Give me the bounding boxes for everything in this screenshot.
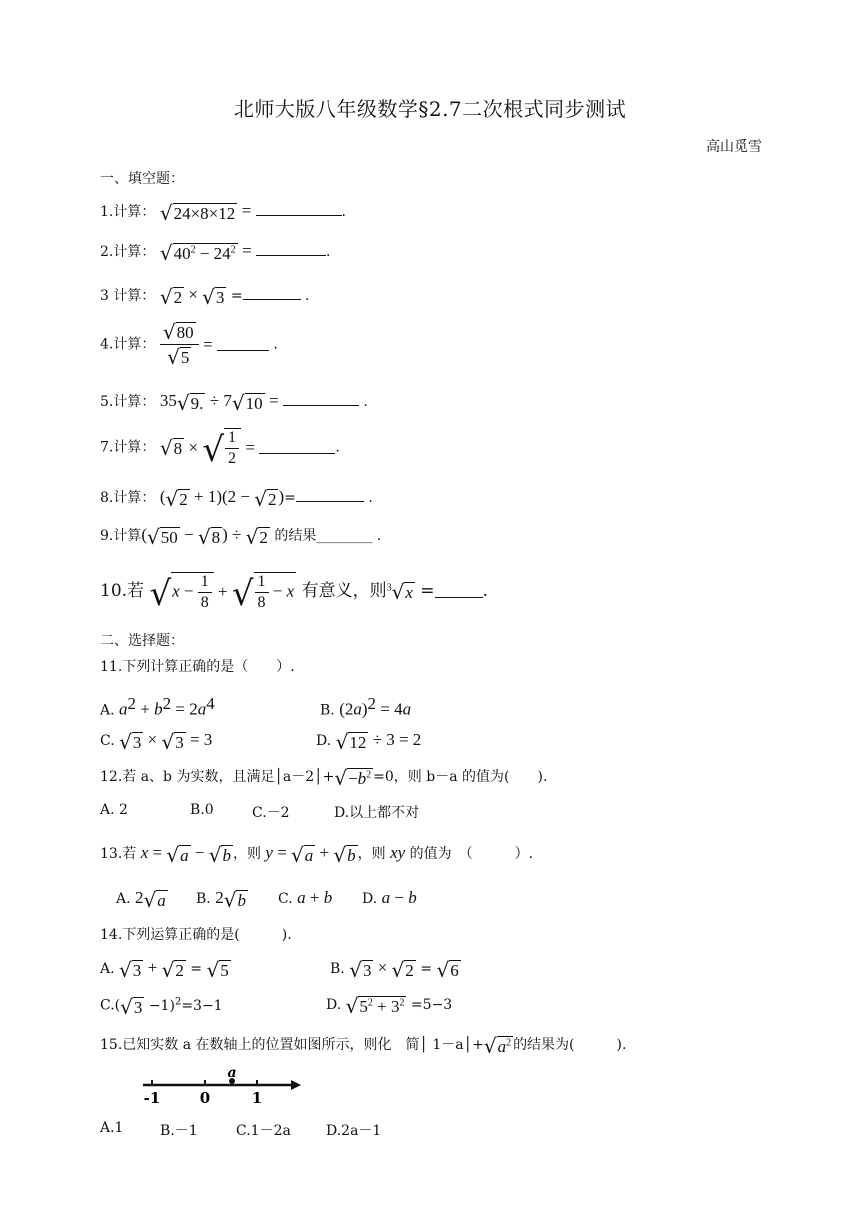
answer-blank[interactable] [217,338,269,351]
label-minus-one: -1 [143,1089,161,1106]
question-8: 8.计算： ( √ 2 + 1)(2 − √ 2 )= . [100,487,373,511]
section-fill-in: 一、填空题： [100,171,184,187]
q11-option-a[interactable]: A. $a^2 + b^2 = 2a^4$ [100,694,215,719]
q14-option-c[interactable]: C.( √ 3 −1)$^2$=3−1 [100,994,223,1019]
answer-blank[interactable] [256,203,342,216]
q1-radical: √ 24×8×12 [159,201,236,225]
q13-option-a[interactable]: A. 2 √ a [116,888,166,912]
question-1: 1.计算： √ 24×8×12 = . [100,201,346,225]
q12-option-c[interactable]: C.－2 [252,805,290,821]
q15-option-a[interactable]: A.1 [100,1120,124,1136]
q14-option-b[interactable]: B. √ 3 × √ 2 = √ 6 [330,958,459,982]
answer-blank[interactable] [256,243,326,256]
question-2: 2.计算： √ $40^2 - 24^2$ = . [100,241,331,265]
q11-option-c[interactable]: C. √ 3 × √ 3 = 3 [100,730,213,754]
q14-option-d[interactable]: D. √ $5^2 + 3^2$ =5−3 [326,994,453,1018]
question-3: 3 计算： √ 2 × √ 3 = . [100,285,310,309]
question-5: 5.计算： 35 √ 9. ÷ 7 √ 10 = . [100,391,368,415]
q12-option-b[interactable]: B.0 [190,802,214,818]
q7-radical-fraction: √ $\frac{1}{2}$ [202,428,241,467]
q12-option-d[interactable]: D.以上都不对 [334,805,420,821]
arrow-icon [291,1080,301,1090]
q11-option-b[interactable]: B. $(2a)^2 = 4a$ [320,694,412,719]
q13-option-c[interactable]: C. a + b [278,888,333,907]
question-14-stem: 14.下列运算正确的是( ). [100,927,292,943]
page-title: 北师大版八年级数学§2.7二次根式同步测试 [233,97,627,121]
author-name: 高山觅雪 [706,139,762,155]
answer-blank[interactable] [296,489,364,502]
question-4: 4.计算： √ 80 √ 5 = . [100,320,278,369]
q4-fraction: √ 80 √ 5 [160,322,199,367]
q15-option-b[interactable]: B.－1 [160,1123,198,1139]
q13-option-b[interactable]: B. 2 √ b [196,888,246,912]
answer-blank[interactable] [243,287,301,300]
label-one: 1 [251,1089,263,1106]
question-13-stem: 13.若 x = √ a − √ b ，则 y = √ a + √ b ，则 xy 的值为 （ ）. [100,843,534,867]
question-7: 7.计算： √ 8 × √ $\frac{1}{2}$ = . [100,429,340,470]
q15-option-c[interactable]: C.1－2a [236,1123,291,1139]
answer-blank[interactable] [283,393,359,406]
label-zero: 0 [199,1089,211,1106]
number-line-figure [143,1066,303,1106]
q12-option-a[interactable]: A. 2 [100,802,128,818]
q2-radical: √ $40^2 - 24^2$ [159,241,236,265]
question-9: 9.计算( √ 50 − √ 8 ) ÷ √ 2 的结果________ . [100,525,382,549]
answer-blank[interactable] [259,441,335,454]
q13-option-d[interactable]: D. a − b [362,888,417,907]
question-10: 10.若 √ x − $\frac{1}{8}$ + √ $\frac{1}{8}$ − x 有意义，则$^3$ √ x = . [100,573,488,614]
question-15-stem: 15.已知实数 a 在数轴上的位置如图所示，则化 简│ 1－a│+ √ $a^2$ 的结果为( ). [100,1034,627,1058]
q1-label: 1.计算： [100,204,156,220]
answer-blank[interactable] [435,585,483,598]
question-12-stem: 12.若 a、b 为实数，且满足│a－2│+ √ $-b^2$ =0，则 b－a 的值为( ). [100,766,548,790]
section-multiple-choice: 二、选择题： [100,633,184,649]
question-11-stem: 11.下列计算正确的是（ ）. [100,659,295,675]
q14-option-a[interactable]: A. √ 3 + √ 2 = √ 5 [100,958,229,982]
q15-option-d[interactable]: D.2a－1 [326,1123,382,1139]
point-a-label: a [227,1066,237,1081]
q11-option-d[interactable]: D. √ 12 ÷ 3 = 2 [316,730,422,754]
